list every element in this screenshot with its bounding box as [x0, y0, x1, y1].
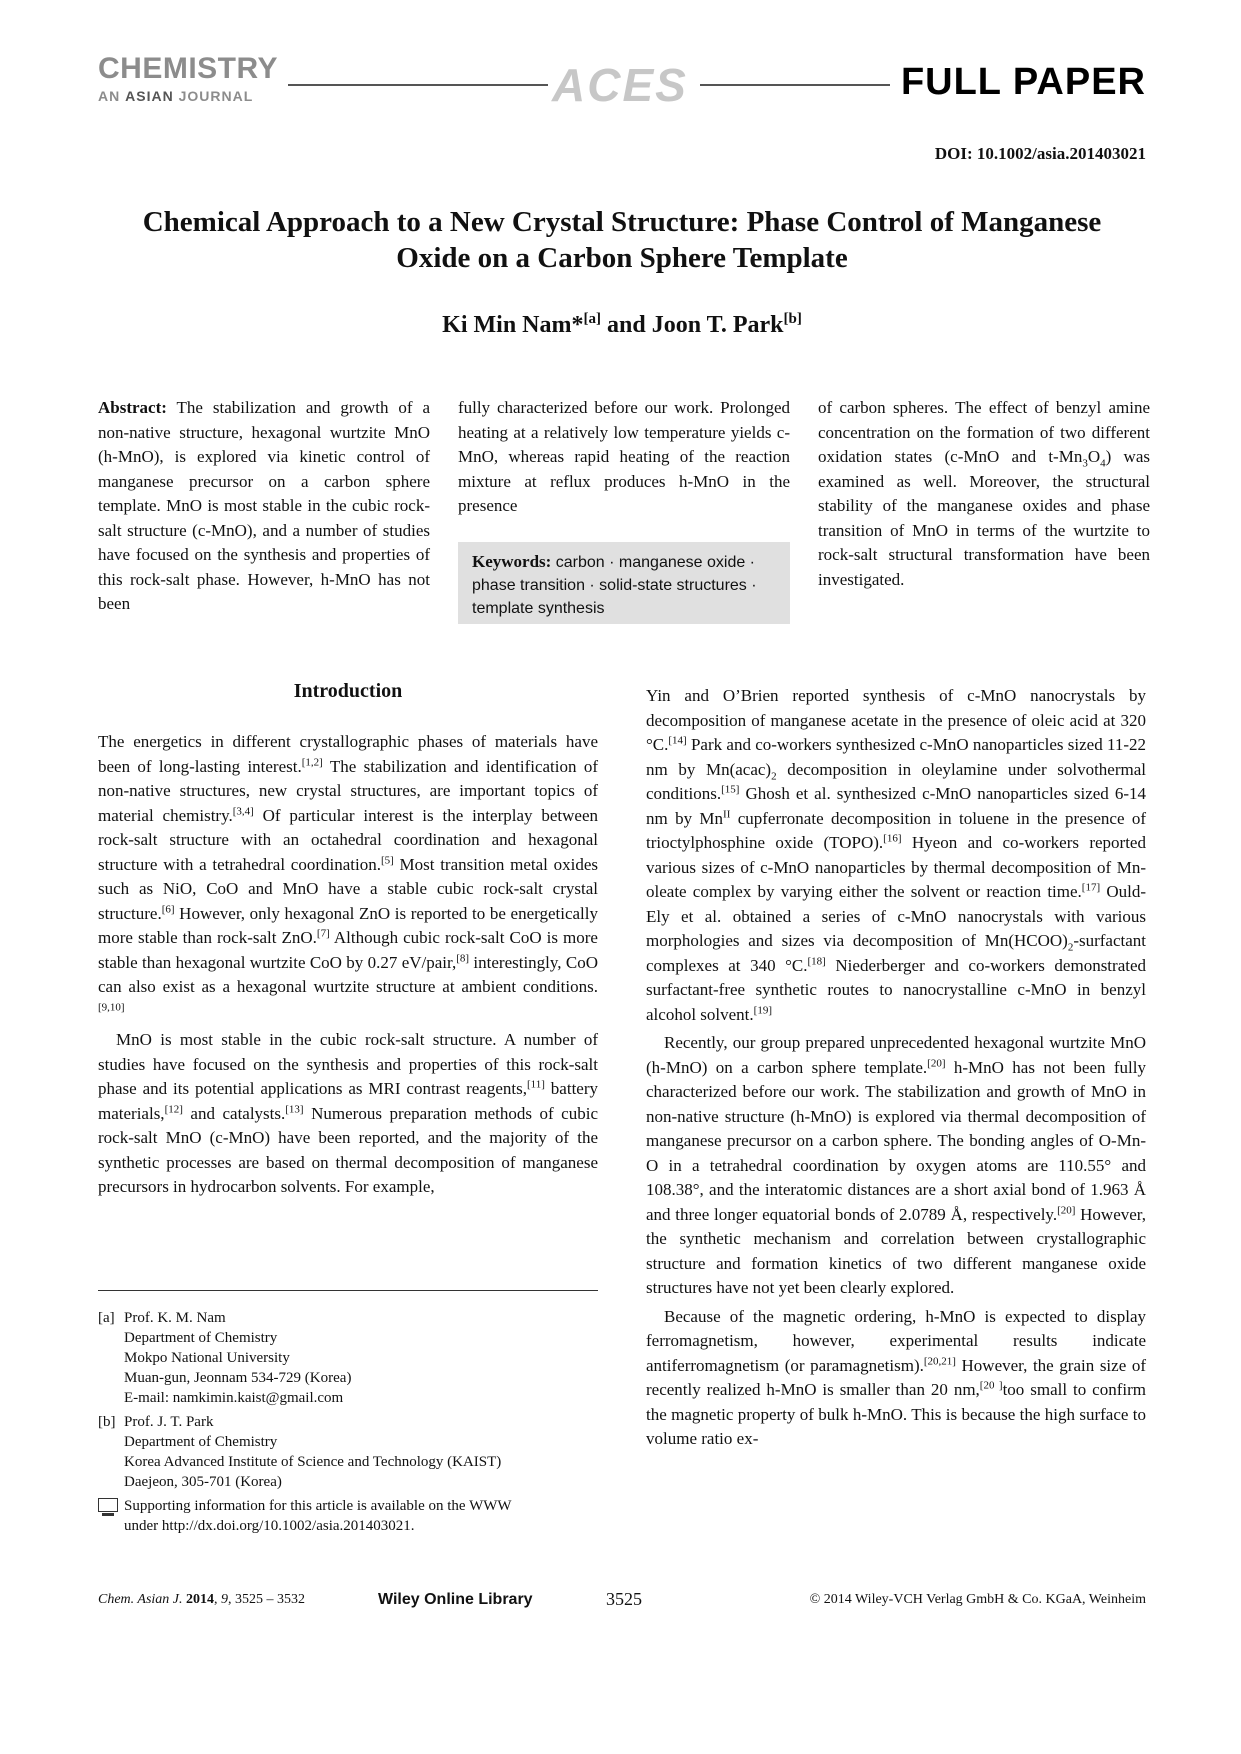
author-1: Ki Min Nam* — [442, 312, 584, 338]
monitor-icon — [98, 1498, 118, 1512]
paragraph: The energetics in different crystallographic phases of materials have been of long-lasting interest.[1,2] The stabilization and identification of non-native structures, new crystal structures, are important topics of material chemistry.[3,4] Of particular interest is the interplay between rock-salt structure with an octahedral coordination and hexagonal structure with a tetrahedral coordination.[5] Most transition metal oxides such as NiO, CoO and MnO have a stable cubic rock-salt crystal structure.[6] However, only hexagonal ZnO is reported to be energetically more stable than rock-salt ZnO.[7] Although cubic rock-salt CoO is more stable than hexagonal wurtzite CoO by 0.27 eV/pair,[8] interestingly, CoO can also exist as a hexagonal wurtzite structure at ambient conditions.[9,10] — [98, 732, 598, 1013]
keywords-text: carbon · manganese oxide · phase transition · solid-state structures · template synthesis — [472, 554, 757, 617]
footnote-divider — [98, 1290, 598, 1291]
aces-logo: ACES — [552, 59, 688, 111]
body-column-right — [646, 684, 1146, 1452]
footnote-a: [a] Prof. K. M. Nam Department of Chemistry Mokpo National University Muan-gun, Jeonnam 534-729 (Korea) E-mail: namkimin.kaist@gmail.com — [98, 1310, 352, 1406]
abstract-column-1: Abstract: The stabilization and growth of a non-native structure, hexagonal wurtzite MnO (h-MnO), is explored via kinetic control of manganese precursor on a carbon sphere template. MnO is most stable in the cubic rock-salt structure (c-MnO), and a number of studies have focused on the synthesis and properties of this rock-salt phase. However, h-MnO has not been — [98, 398, 430, 613]
abstract-label: Abstract: — [98, 398, 167, 417]
author-list: Ki Min Nam*[a] and Joon T. Park[b] — [442, 311, 802, 338]
author-2: Joon T. Park — [651, 312, 784, 338]
header-rule-right — [700, 84, 890, 86]
supporting-info-link[interactable]: under http://dx.doi.org/10.1002/asia.201403021. — [124, 1518, 415, 1534]
doi: DOI: 10.1002/asia.201403021 — [934, 144, 1146, 163]
body-column-left — [98, 730, 598, 1200]
keywords-box — [458, 542, 790, 624]
paragraph: Recently, our group prepared unprecedented hexagonal wurtzite MnO (h-MnO) on a carbon sphere template.[20] h-MnO has not been fully characterized before our work. The stabilization and growth of MnO in non-native structure (h-MnO) is explored via thermal decomposition of manganese precursor on a carbon sphere. The bonding angles of O-Mn-O in a tetrahedral coordination by oxygen atoms are 110.55° and 108.38°, and the interatomic distances are a short axial bond of 1.963 Å and three longer equatorial bonds of 2.0789 Å, respectively.[20] However, the synthetic mechanism and correlation between crystallographic structure and formation kinetics of two different manganese oxide structures have not yet been clearly explored. — [646, 1033, 1147, 1297]
corresponding-email: E-mail: namkimin.kaist@gmail.com — [124, 1390, 344, 1406]
wiley-online-library-logo: Wiley Online Library — [378, 1591, 533, 1608]
header-rule-left — [288, 84, 548, 86]
page-number: 3525 — [606, 1589, 642, 1609]
footnotes — [98, 1308, 598, 1540]
keywords-label: Keywords: — [472, 552, 552, 571]
paper-title: Chemical Approach to a New Crystal Structure: Phase Control of Manganese Oxide on a Carbon Sphere Template — [142, 206, 1102, 274]
abstract-column-2: fully characterized before our work. Prolonged heating at a relatively low temperature yields c-MnO, whereas rapid heating of the reaction mixture at reflux produces h-MnO in the presence — [458, 398, 790, 515]
page-footer — [98, 1589, 1146, 1612]
paragraph: MnO is most stable in the cubic rock-salt structure. A number of studies have focused on the synthesis and properties of this rock-salt phase and its potential applications as MRI contrast reagents,[11] battery materials,[12] and catalysts.[13] Numerous preparation methods of cubic rock-salt MnO (c-MnO) have been reported, and the majority of the synthetic processes are based on thermal decomposition of manganese precursors in hydrocarbon solvents. For example, — [98, 1030, 599, 1196]
paper-type: FULL PAPER — [900, 61, 1146, 103]
journal-name: CHEMISTRY — [98, 52, 279, 85]
footer-citation: Chem. Asian J. 2014, 9, 3525 – 3532 — [98, 1592, 306, 1607]
abstract-column-3: of carbon spheres. The effect of benzyl amine concentration on the formation of two different oxidation states (c-MnO and $t-Mn_3O_4$) was examined as well. Moreover, the structural stability of the manganese oxides and phase transition of MnO in terms of the wurtzite to rock-salt structural transformation have been investigated. — [818, 398, 1150, 589]
footnote-b: [b] Prof. J. T. Park Department of Chemistry Korea Advanced Institute of Science and Technology (KAIST) Daejeon, 305-701 (Korea) — [98, 1414, 502, 1490]
paragraph: Yin and O’Brien reported synthesis of c-MnO nanocrystals by decomposition of manganese acetate in the presence of oleic acid at 320 °C.[14] Park and co-workers synthesized c-MnO nanoparticles sized 11-22 nm by $Mn(acac)_2$ decomposition in oleylamine under solvothermal conditions.[15] Ghosh et al. synthesized c-MnO nanoparticles sized 6-14 nm by $Mn^{II}$ cupferronate decomposition in toluene in the presence of trioctylphosphine oxide (TOPO).[16] Hyeon and co-workers reported various sizes of c-MnO nanoparticles by thermal decomposition of Mn-oleate complex by varying either the solvent or reaction time.[17] Ould-Ely et al. obtained a series of c-MnO nanocrystals with various morphologies and sizes via decomposition of $Mn(HCOO)_2$-surfactant complexes at 340 °C.[18] Niederberger and co-workers demonstrated surfactant-free synthetic routes to nanocrystalline c-MnO in benzyl alcohol solvent.[19] — [646, 686, 1147, 1024]
paragraph: Because of the magnetic ordering, h-MnO is expected to display ferromagnetism, however, experimental results indicate antiferromagnetism (or paramagnetism).[20,21] However, the grain size of recently realized h-MnO is smaller than 20 nm,[20 ]too small to confirm the magnetic property of bulk h-MnO. This is because the high surface to volume ratio ex- — [646, 1306, 1146, 1448]
journal-subtitle: AN ASIAN JOURNAL — [98, 88, 254, 104]
copyright: © 2014 Wiley-VCH Verlag GmbH & Co. KGaA, Weinheim — [809, 1592, 1146, 1607]
journal-logo — [98, 54, 278, 104]
footnote-supporting-info: Supporting information for this article is available on the WWW under http://dx.doi.org/10.1002/asia.201403021. — [98, 1496, 598, 1536]
section-heading-introduction: Introduction — [293, 680, 403, 702]
